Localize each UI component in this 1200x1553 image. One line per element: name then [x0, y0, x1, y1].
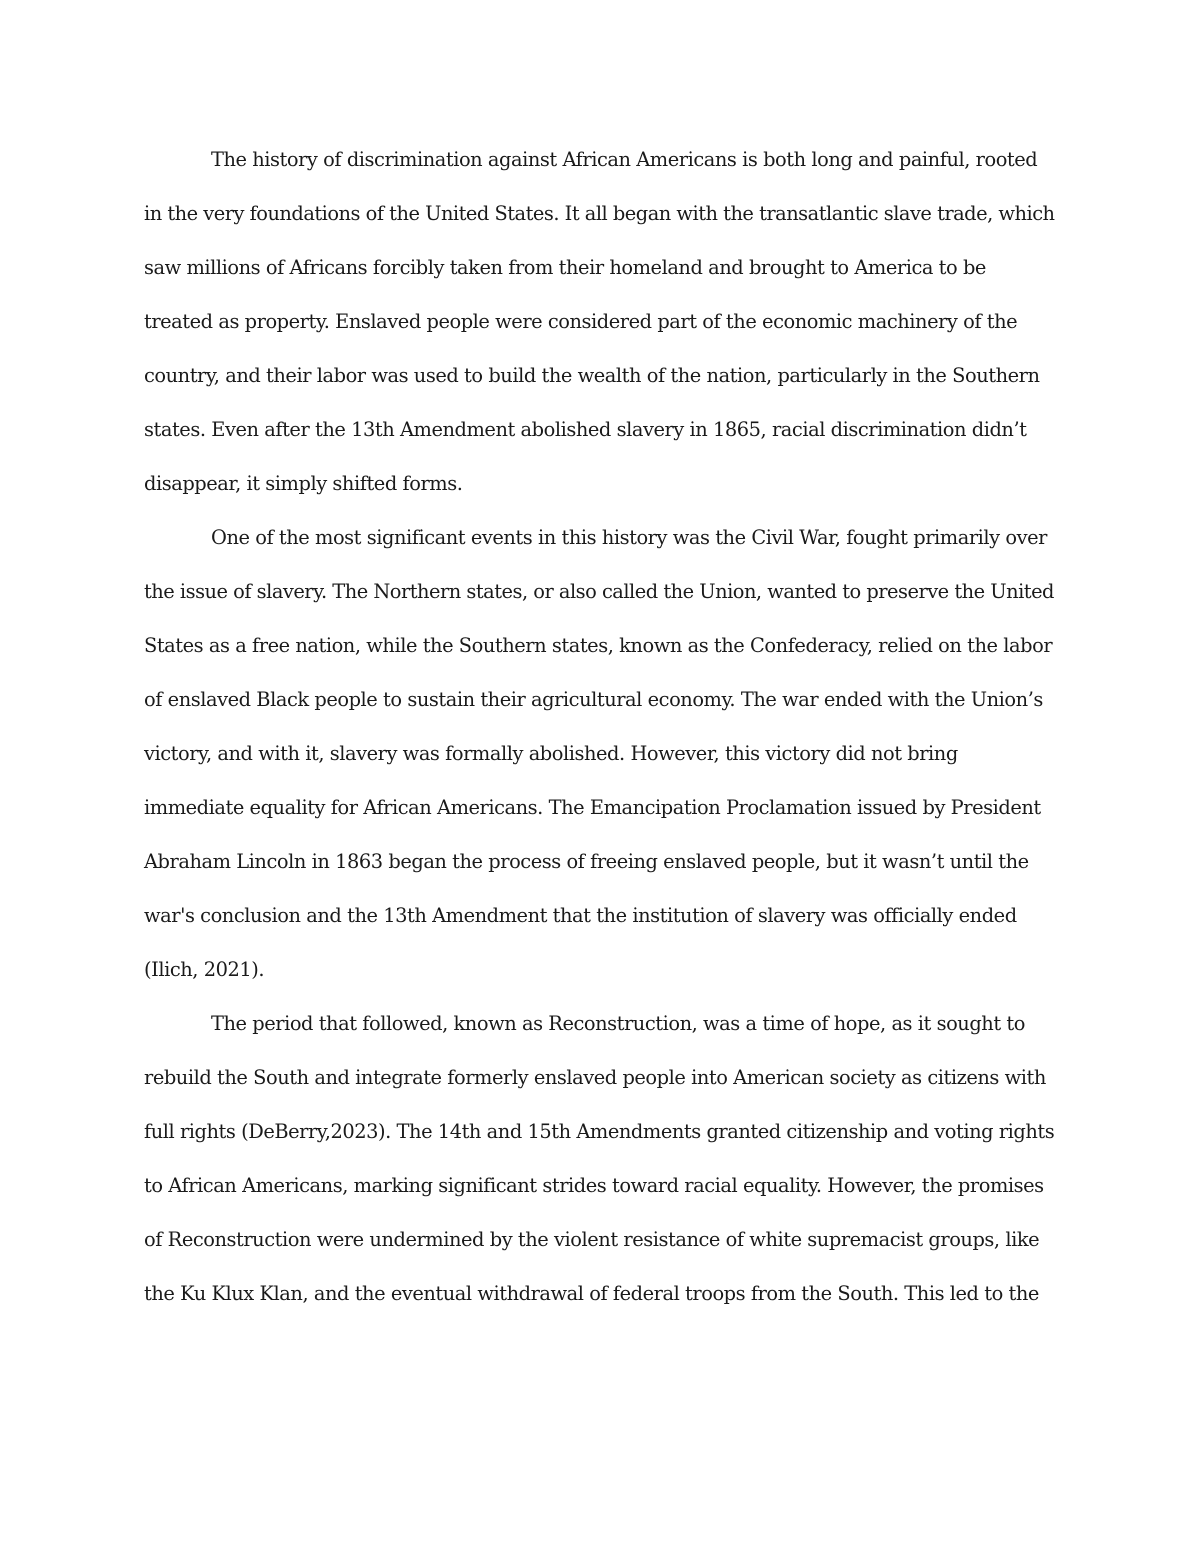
paragraph-1-line-5: country, and their labor was used to build the wealth of the nation, particularly in the Southern [144, 364, 1040, 387]
paragraph-1-line-4: treated as property. Enslaved people were considered part of the economic machinery of the [144, 310, 1018, 333]
paragraph-3-line-6: the Ku Klux Klan, and the eventual withdrawal of federal troops from the South. This led to the [144, 1282, 1039, 1305]
paragraph-2-line-8: war's conclusion and the 13th Amendment that the institution of slavery was officially ended [144, 904, 1017, 927]
paragraph-2-line-1: One of the most significant events in this history was the Civil War, fought primarily over [211, 526, 1047, 549]
paragraph-1-line-6: states. Even after the 13th Amendment abolished slavery in 1865, racial discrimination didn’t [144, 418, 1027, 441]
paragraph-2-line-7: Abraham Lincoln in 1863 began the process of freeing enslaved people, but it wasn’t until the [144, 850, 1029, 873]
paragraph-3-line-2: rebuild the South and integrate formerly enslaved people into American society as citizens with [144, 1066, 1046, 1089]
paragraph-3-line-1: The period that followed, known as Reconstruction, was a time of hope, as it sought to [211, 1012, 1025, 1035]
paragraph-3-line-5: of Reconstruction were undermined by the violent resistance of white supremacist groups, like [144, 1228, 1040, 1251]
paragraph-1-line-2: in the very foundations of the United States. It all began with the transatlantic slave trade, which [144, 202, 1055, 225]
paragraph-2-line-6: immediate equality for African Americans. The Emancipation Proclamation issued by President [144, 796, 1041, 819]
paragraph-1-line-7: disappear, it simply shifted forms. [144, 472, 463, 495]
paragraph-2-line-9: (Ilich, 2021). [144, 958, 265, 981]
paragraph-2-line-4: of enslaved Black people to sustain their agricultural economy. The war ended with the Union’s [144, 688, 1043, 711]
paragraph-3-line-4: to African Americans, marking significant strides toward racial equality. However, the promises [144, 1174, 1044, 1197]
paragraph-2-line-5: victory, and with it, slavery was formally abolished. However, this victory did not bring [144, 742, 958, 765]
paragraph-1-line-3: saw millions of Africans forcibly taken from their homeland and brought to America to be [144, 256, 986, 279]
paragraph-2-line-3: States as a free nation, while the Southern states, known as the Confederacy, relied on the labor [144, 634, 1053, 657]
document-body [144, 133, 1056, 1321]
paragraph-3-line-3: full rights (DeBerry,2023). The 14th and 15th Amendments granted citizenship and voting rights [144, 1120, 1055, 1143]
paragraph-2-line-2: the issue of slavery. The Northern states, or also called the Union, wanted to preserve the United [144, 580, 1054, 603]
paragraph-1-line-1: The history of discrimination against African Americans is both long and painful, rooted [211, 148, 1038, 171]
